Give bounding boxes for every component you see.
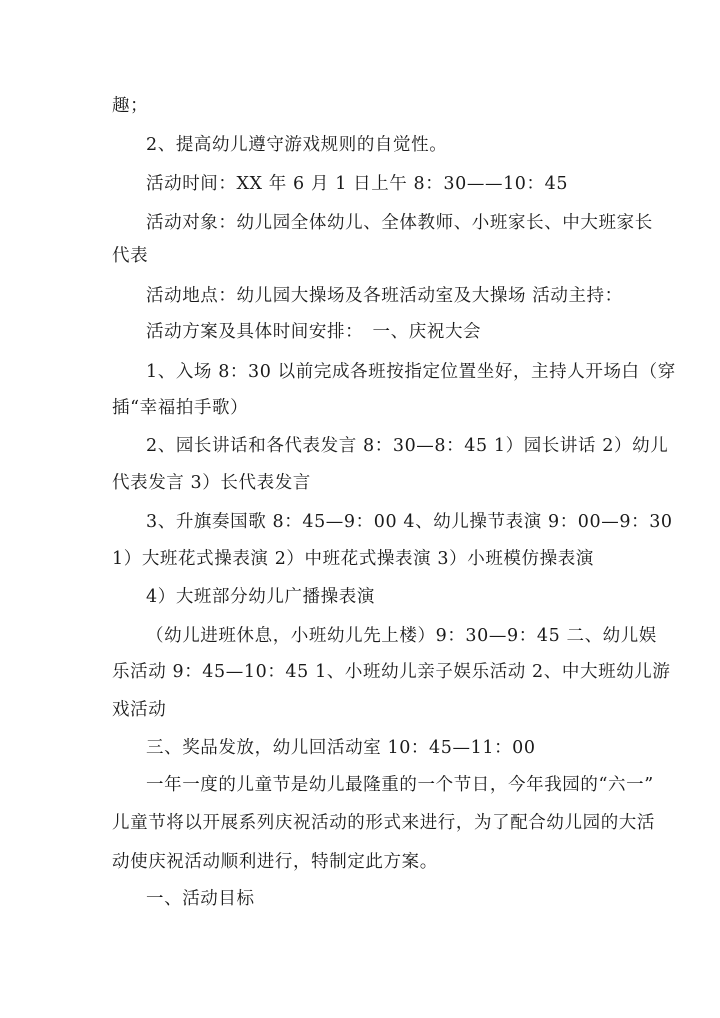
text-line: 一年一度的儿童节是幼儿最隆重的一个节日，今年我园的“六一” <box>146 775 654 795</box>
text-line: 儿童节将以开展系列庆祝活动的形式来进行，为了配合幼儿园的大活 <box>112 813 655 833</box>
text-line: 戏活动 <box>112 700 167 720</box>
text-line: 一、活动目标 <box>146 889 255 909</box>
text-line: 活动方案及具体时间安排： 一、庆祝大会 <box>146 322 482 342</box>
text-line: 3、升旗奏国歌 8：45—9：00 4、幼儿操节表演 9：00—9：30 <box>146 512 673 532</box>
text-line: （幼儿进班休息，小班幼儿先上楼）9：30—9：45 二、幼儿娱 <box>146 626 657 646</box>
text-line: 1）大班花式操表演 2）中班花式操表演 3）小班模仿操表演 <box>112 549 594 569</box>
text-line: 1、入场 8：30 以前完成各班按指定位置坐好，主持人开场白（穿 <box>146 362 676 382</box>
text-line: 4）大班部分幼儿广播操表演 <box>146 587 375 607</box>
text-line: 活动对象：幼儿园全体幼儿、全体教师、小班家长、中大班家长 <box>146 213 653 233</box>
text-line: 动使庆祝活动顺利进行，特制定此方案。 <box>112 852 438 872</box>
text-line: 代表 <box>112 246 149 266</box>
text-line: 三、奖品发放，幼儿回活动室 10：45—11：00 <box>146 738 536 758</box>
text-line: 活动时间：XX 年 6 月 1 日上午 8：30——10：45 <box>146 174 569 194</box>
text-line: 乐活动 9：45—10：45 1、小班幼儿亲子娱乐活动 2、中大班幼儿游 <box>112 662 671 682</box>
text-line: 2、提高幼儿遵守游戏规则的自觉性。 <box>146 135 448 155</box>
text-line: 插“幸福拍手歌） <box>112 398 249 418</box>
text-line: 趣； <box>112 96 149 116</box>
text-line: 代表发言 3）长代表发言 <box>112 473 311 493</box>
text-line: 2、园长讲话和各代表发言 8：30—8：45 1）园长讲话 2）幼儿 <box>146 436 669 456</box>
text-line: 活动地点：幼儿园大操场及各班活动室及大操场 活动主持： <box>146 286 623 306</box>
